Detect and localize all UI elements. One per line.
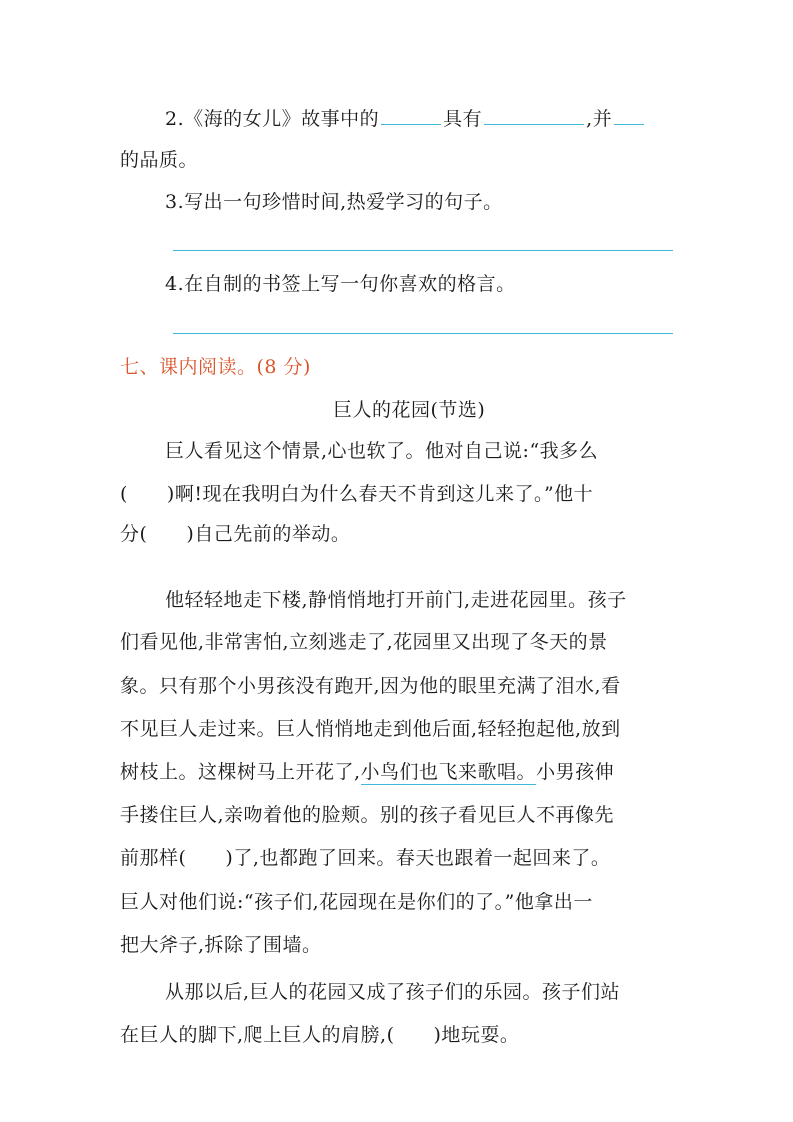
passage-text: 树枝上。这棵树马上开花了, bbox=[120, 761, 361, 783]
passage-title: 巨人的花园(节选) bbox=[333, 399, 486, 421]
answer-blank-1[interactable] bbox=[381, 104, 441, 125]
answer-blank-3[interactable] bbox=[614, 104, 644, 125]
question-2 bbox=[165, 104, 646, 133]
passage-line: 把大斧子,拆除了围墙。 bbox=[120, 934, 322, 956]
answer-blank-2[interactable] bbox=[484, 104, 584, 125]
question-4: 4.在自制的书签上写一句你喜欢的格言。 bbox=[165, 273, 516, 295]
question-3: 3.写出一句珍惜时间,热爱学习的句子。 bbox=[165, 191, 503, 213]
section-heading: 七、课内阅读。(8 分) bbox=[120, 356, 311, 378]
passage-line: 他轻轻地走下楼,静悄悄地打开前门,走进花园里。孩子 bbox=[165, 589, 627, 611]
passage-line: 象。只有那个小男孩没有跑开,因为他的眼里充满了泪水,看 bbox=[120, 675, 621, 697]
passage-line: 在巨人的脚下,爬上巨人的肩膀,( )地玩耍。 bbox=[120, 1024, 520, 1046]
question-2-text-start: 2.《海的女儿》故事中的 bbox=[165, 108, 380, 130]
passage-line: 不见巨人走过来。巨人悄悄地走到他后面,轻轻抱起他,放到 bbox=[120, 718, 621, 740]
passage-line: 从那以后,巨人的花园又成了孩子们的乐园。孩子们站 bbox=[165, 981, 621, 1003]
answer-line-4[interactable] bbox=[173, 333, 673, 334]
passage-text: 小男孩伸 bbox=[536, 761, 615, 783]
passage-line: 巨人看见这个情景,心也软了。他对自己说:“我多么 bbox=[165, 440, 599, 462]
answer-line-3[interactable] bbox=[173, 250, 673, 251]
passage-line bbox=[120, 758, 614, 786]
passage-line: 巨人对他们说:“孩子们,花园现在是你们的了。”他拿出一 bbox=[120, 891, 593, 913]
passage-line: 手搂住巨人,亲吻着他的脸颊。别的孩子看见巨人不再像先 bbox=[120, 804, 615, 826]
passage-line: 们看见他,非常害怕,立刻逃走了,花园里又出现了冬天的景 bbox=[120, 631, 608, 653]
underlined-sentence: 小鸟们也飞来歌唱。 bbox=[360, 761, 537, 783]
passage-line: 前那样( )了,也都跑了回来。春天也跟着一起回来了。 bbox=[120, 847, 611, 869]
question-2-text-mid: 具有 bbox=[443, 108, 483, 130]
question-2-continuation: 的品质。 bbox=[120, 149, 199, 171]
passage-line: ( )啊!现在我明白为什么春天不肯到这儿来了。”他十 bbox=[120, 483, 594, 505]
question-2-text-mid2: ,并 bbox=[586, 108, 613, 130]
passage-line: 分( )自己先前的举动。 bbox=[120, 523, 351, 545]
